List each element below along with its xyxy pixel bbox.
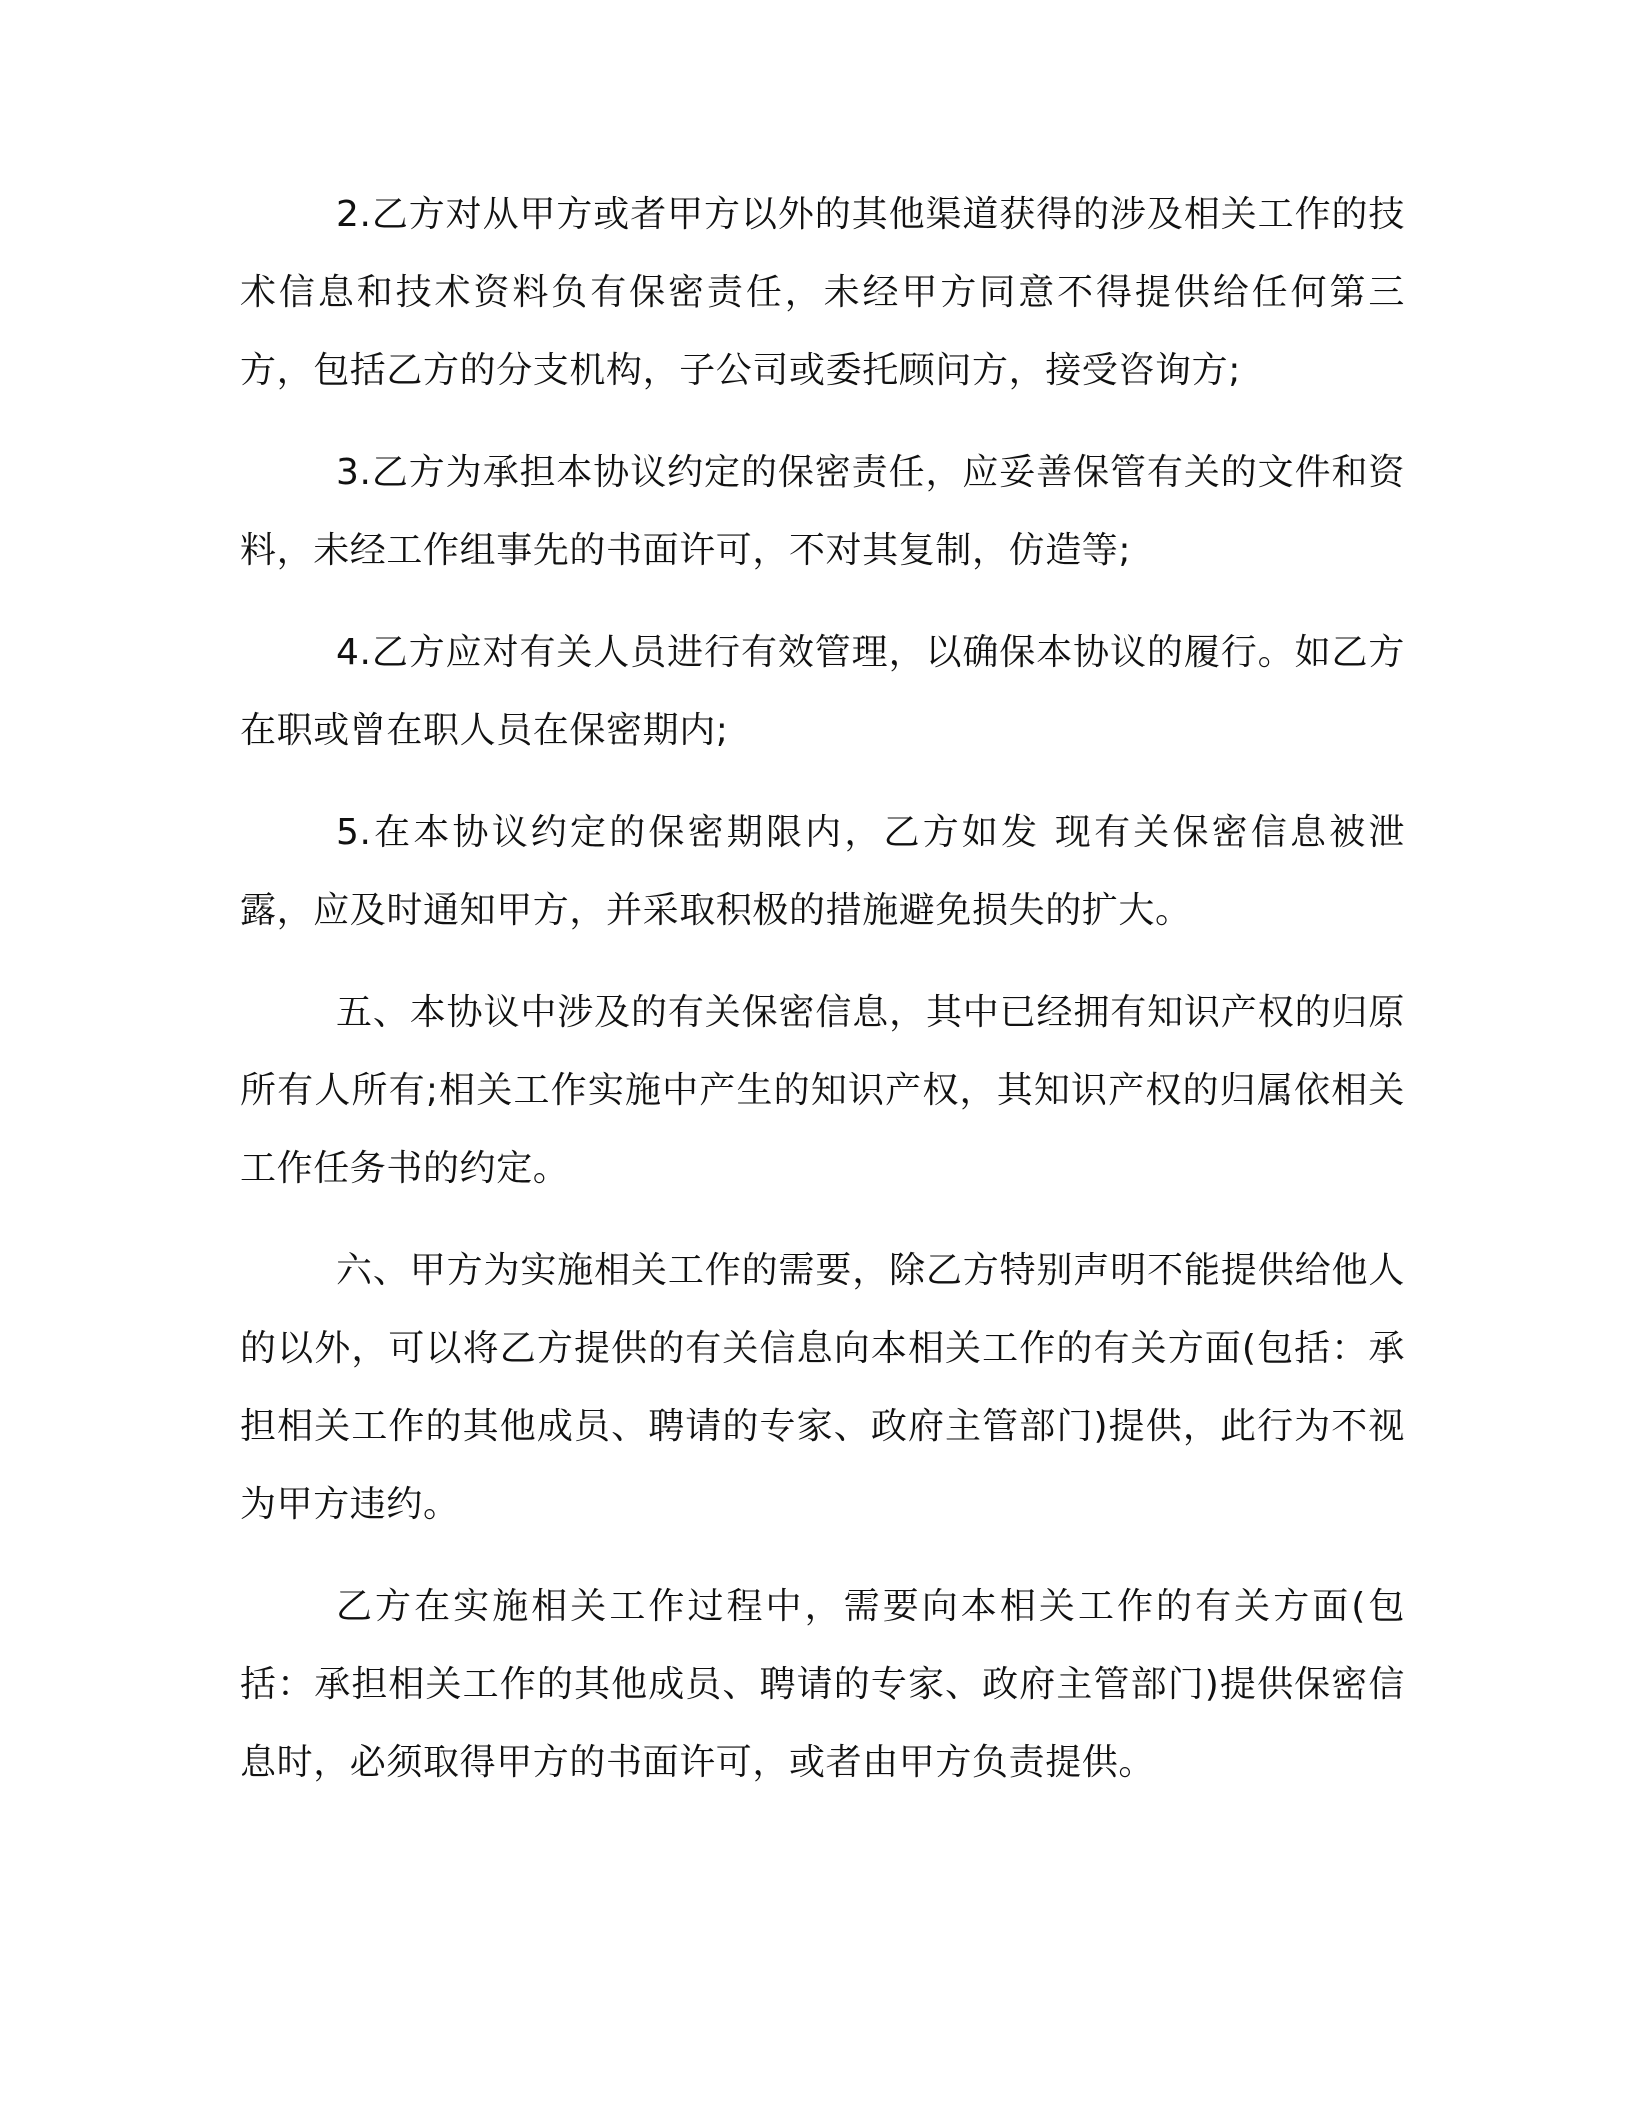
paragraph-clause-5: 5.在本协议约定的保密期限内，乙方如发 现有关保密信息被泄露，应及时通知甲方，并采取积极的措施避免损失的扩大。 bbox=[240, 812, 1405, 931]
paragraph-section-6: 六、甲方为实施相关工作的需要，除乙方特别声明不能提供给他人的以外，可以将乙方提供的有关信息向本相关工作的有关方面(包括：承担相关工作的其他成员、聘请的专家、政府主管部门)提供，此行为不视为甲方违约。 bbox=[240, 1250, 1405, 1525]
paragraph-section-6-continued: 乙方在实施相关工作过程中，需要向本相关工作的有关方面(包括：承担相关工作的其他成员、聘请的专家、政府主管部门)提供保密信息时，必须取得甲方的书面许可，或者由甲方负责提供。 bbox=[240, 1586, 1405, 1783]
paragraph-clause-4: 4.乙方应对有关人员进行有效管理，以确保本协议的履行。如乙方在职或曾在职人员在保密期内; bbox=[240, 632, 1405, 751]
paragraph-section-5: 五、本协议中涉及的有关保密信息，其中已经拥有知识产权的归原所有人所有;相关工作实施中产生的知识产权，其知识产权的归属依相关工作任务书的约定。 bbox=[240, 992, 1405, 1189]
document-body bbox=[240, 176, 1405, 1826]
paragraph-clause-3: 3.乙方为承担本协议约定的保密责任，应妥善保管有关的文件和资料，未经工作组事先的书面许可，不对其复制，仿造等; bbox=[240, 452, 1405, 571]
paragraph-clause-2: 2.乙方对从甲方或者甲方以外的其他渠道获得的涉及相关工作的技术信息和技术资料负有保密责任，未经甲方同意不得提供给任何第三方，包括乙方的分支机构，子公司或委托顾问方，接受咨询方; bbox=[240, 194, 1405, 391]
